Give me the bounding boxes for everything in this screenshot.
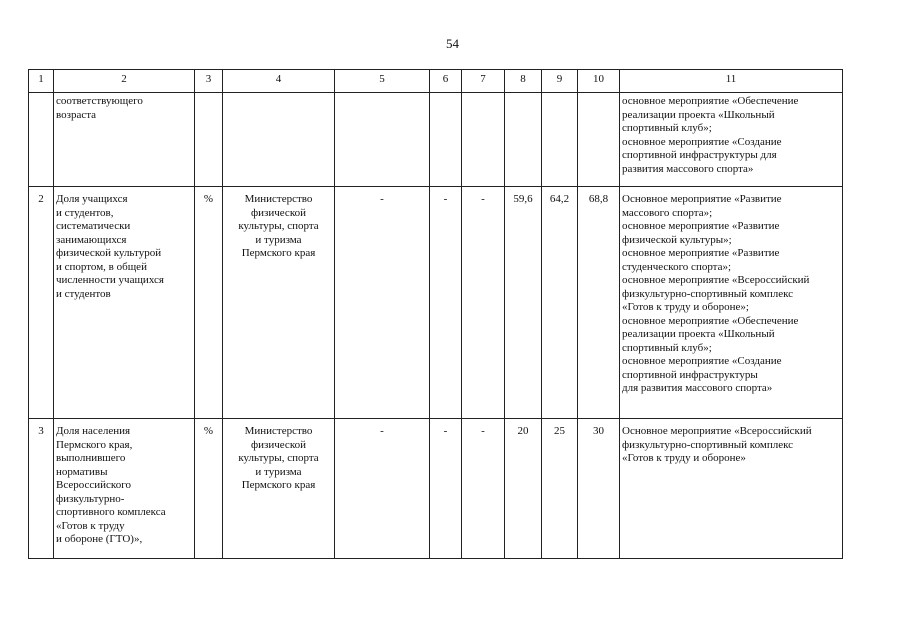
- header-cell-5: 5: [335, 70, 430, 93]
- responsible-cell: Министерство физической культуры, спорта и туризма Пермского края: [223, 187, 335, 419]
- value-cell-10: 68,8: [578, 187, 620, 419]
- value-cell-10: [578, 93, 620, 187]
- header-cell-8: 8: [505, 70, 542, 93]
- indicator-name-cell: Доля населения Пермского края, выполнившего нормативы Всероссийского физкультурно- спортивного комплекса «Готов к труду и обороне (ГТО)»,: [54, 419, 195, 559]
- header-row: [29, 70, 843, 93]
- header-cell-11: 11: [620, 70, 843, 93]
- table-row: [29, 93, 843, 187]
- activities-cell: основное мероприятие «Обеспечение реализации проекта «Школьный спортивный клуб»; основное мероприятие «Создание спортивной инфраструктуры для развития массового спорта»: [620, 93, 843, 187]
- row-number-cell: [29, 93, 54, 187]
- indicators-table: [28, 69, 843, 559]
- value-cell-8: 20: [505, 419, 542, 559]
- value-cell-5: [335, 93, 430, 187]
- value-cell-6: [430, 93, 462, 187]
- indicator-name-cell: Доля учащихся и студентов, систематически занимающихся физической культурой и спортом, в общей численности учащихся и студентов: [54, 187, 195, 419]
- page-number: 54: [446, 36, 459, 51]
- header-cell-2: 2: [54, 70, 195, 93]
- unit-cell: %: [195, 187, 223, 419]
- activities-cell: Основное мероприятие «Всероссийский физкультурно-спортивный комплекс «Готов к труду и обороне»: [620, 419, 843, 559]
- value-cell-8: 59,6: [505, 187, 542, 419]
- responsible-cell: [223, 93, 335, 187]
- header-cell-1: 1: [29, 70, 54, 93]
- row-number-cell: 2: [29, 187, 54, 419]
- table-row: [29, 187, 843, 419]
- header-cell-10: 10: [578, 70, 620, 93]
- indicator-name-cell: соответствующего возраста: [54, 93, 195, 187]
- activities-cell: Основное мероприятие «Развитие массового спорта»; основное мероприятие «Развитие физической культуры»; основное мероприятие «Развитие студенческого спорта»; основное мероприятие «Всероссийский физкультурно-спортивный комплекс «Готов к труду и обороне»; основное мероприятие «Обеспечение реализации проекта «Школьный спортивный клуб»; основное мероприятие «Создание спортивной инфраструктуры для развития массового спорта»: [620, 187, 843, 419]
- value-cell-5: -: [335, 187, 430, 419]
- responsible-cell: Министерство физической культуры, спорта и туризма Пермского края: [223, 419, 335, 559]
- value-cell-5: -: [335, 419, 430, 559]
- unit-cell: %: [195, 419, 223, 559]
- unit-cell: [195, 93, 223, 187]
- header-cell-6: 6: [430, 70, 462, 93]
- value-cell-7: -: [462, 187, 505, 419]
- value-cell-6: -: [430, 419, 462, 559]
- row-number-cell: 3: [29, 419, 54, 559]
- header-cell-7: 7: [462, 70, 505, 93]
- value-cell-6: -: [430, 187, 462, 419]
- header-cell-3: 3: [195, 70, 223, 93]
- value-cell-7: [462, 93, 505, 187]
- table-row: [29, 419, 843, 559]
- value-cell-9: [542, 93, 578, 187]
- value-cell-7: -: [462, 419, 505, 559]
- header-cell-9: 9: [542, 70, 578, 93]
- value-cell-9: 64,2: [542, 187, 578, 419]
- header-cell-4: 4: [223, 70, 335, 93]
- value-cell-10: 30: [578, 419, 620, 559]
- value-cell-9: 25: [542, 419, 578, 559]
- value-cell-8: [505, 93, 542, 187]
